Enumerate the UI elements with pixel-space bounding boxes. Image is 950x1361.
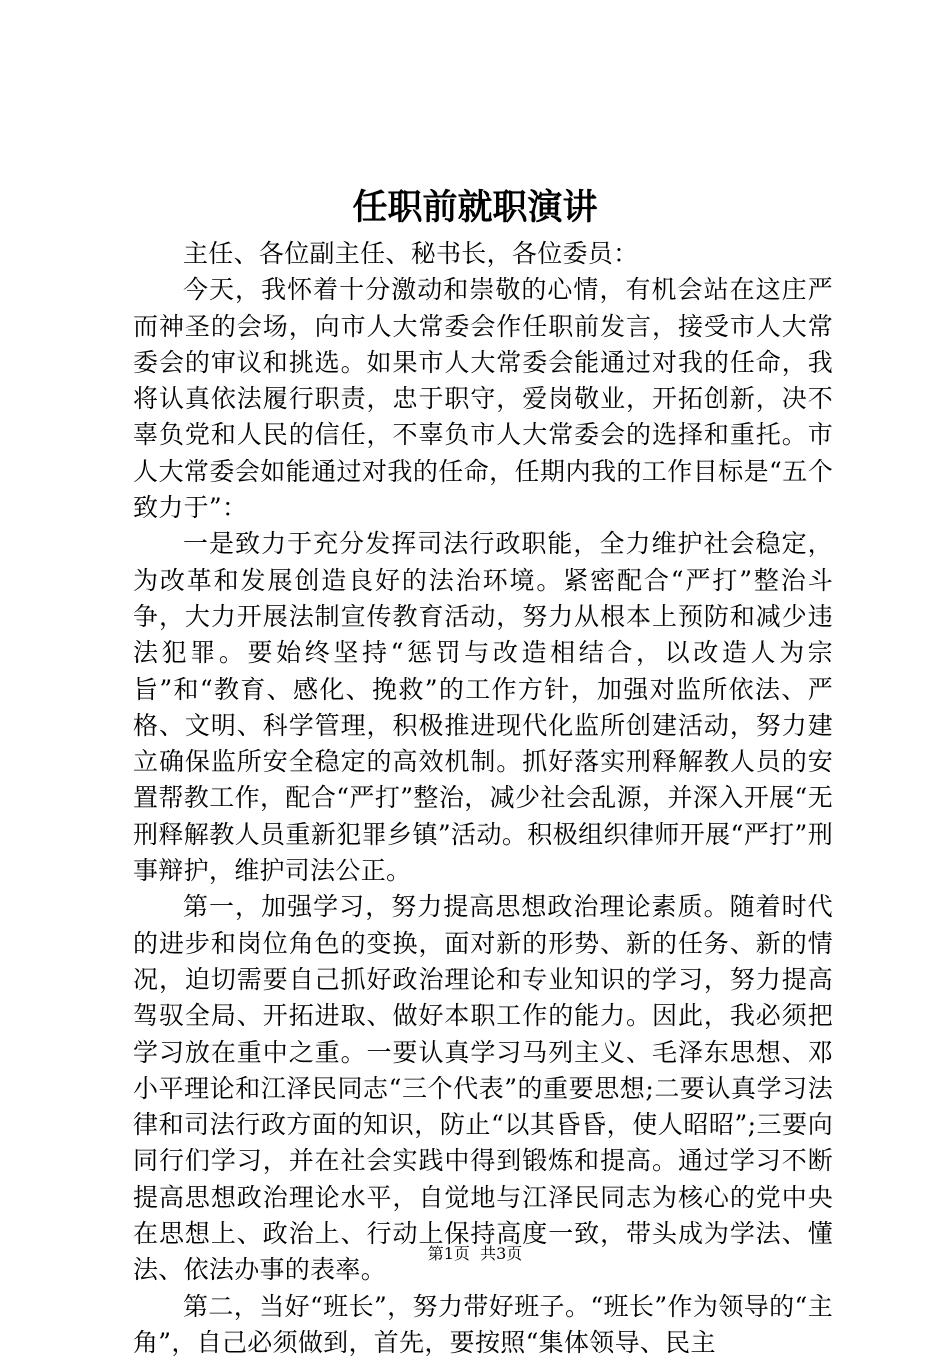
page-number: 第1页 (427, 1244, 470, 1263)
document-body (133, 236, 833, 1361)
body-paragraph: 今天，我怀着十分激动和崇敬的心情，有机会站在这庄严而神圣的会场，向市人大常委会作任职前发言，接受市人大常委会的审议和挑选。如果市人大常委会能通过对我的任命，我将认真依法履行职责，忠于职守，爱岗敬业，开拓创新，决不辜负党和人民的信任，不辜负市人大常委会的选择和重托。市人大常委会如能通过对我的任命，任期内我的工作目标是“五个致力于”： (133, 275, 833, 523)
body-paragraph: 一是致力于充分发挥司法行政职能，全力维护社会稳定，为改革和发展创造良好的法治环境。紧密配合“严打”整治斗争，大力开展法制宣传教育活动，努力从根本上预防和减少违法犯罪。要始终坚持“惩罚与改造相结合，以改造人为宗旨”和“教育、感化、挽救”的工作方针，加强对监所依法、严格、文明、科学管理，积极推进现代化监所创建活动，努力建立确保监所安全稳定的高效机制。抓好落实刑释解教人员的安置帮教工作，配合“严打”整治，减少社会乱源，并深入开展“无刑释解教人员重新犯罪乡镇”活动。积极组织律师开展“严打”刑事辩护，维护司法公正。 (133, 529, 833, 886)
document-title: 任职前就职演讲 (352, 187, 598, 228)
page-footer (0, 1244, 950, 1264)
page-total: 共3页 (480, 1244, 523, 1263)
salutation-paragraph: 主任、各位副主任、秘书长，各位委员： (183, 239, 639, 268)
body-paragraph: 第一，加强学习，努力提高思想政治理论素质。随着时代的进步和岗位角色的变换，面对新的形势、新的任务、新的情况，迫切需要自己抓好政治理论和专业知识的学习，努力提高驾驭全局、开拓进取、做好本职工作的能力。因此，我必须把学习放在重中之重。一要认真学习马列主义、毛泽东思想、邓小平理论和江泽民同志“三个代表”的重要思想;二要认真学习法律和司法行政方面的知识，防止“以其昏昏，使人昭昭”;三要向同行们学习，并在社会实践中得到锻炼和提高。通过学习不断提高思想政治理论水平，自觉地与江泽民同志为核心的党中央在思想上、政治上、行动上保持高度一致，带头成为学法、懂法、依法办事的表率。 (133, 892, 833, 1285)
body-paragraph: 第二，当好“班长”，努力带好班子。“班长”作为领导的“主角”，自己必须做到，首先，要按照“集体领导、民主 (133, 1291, 833, 1357)
